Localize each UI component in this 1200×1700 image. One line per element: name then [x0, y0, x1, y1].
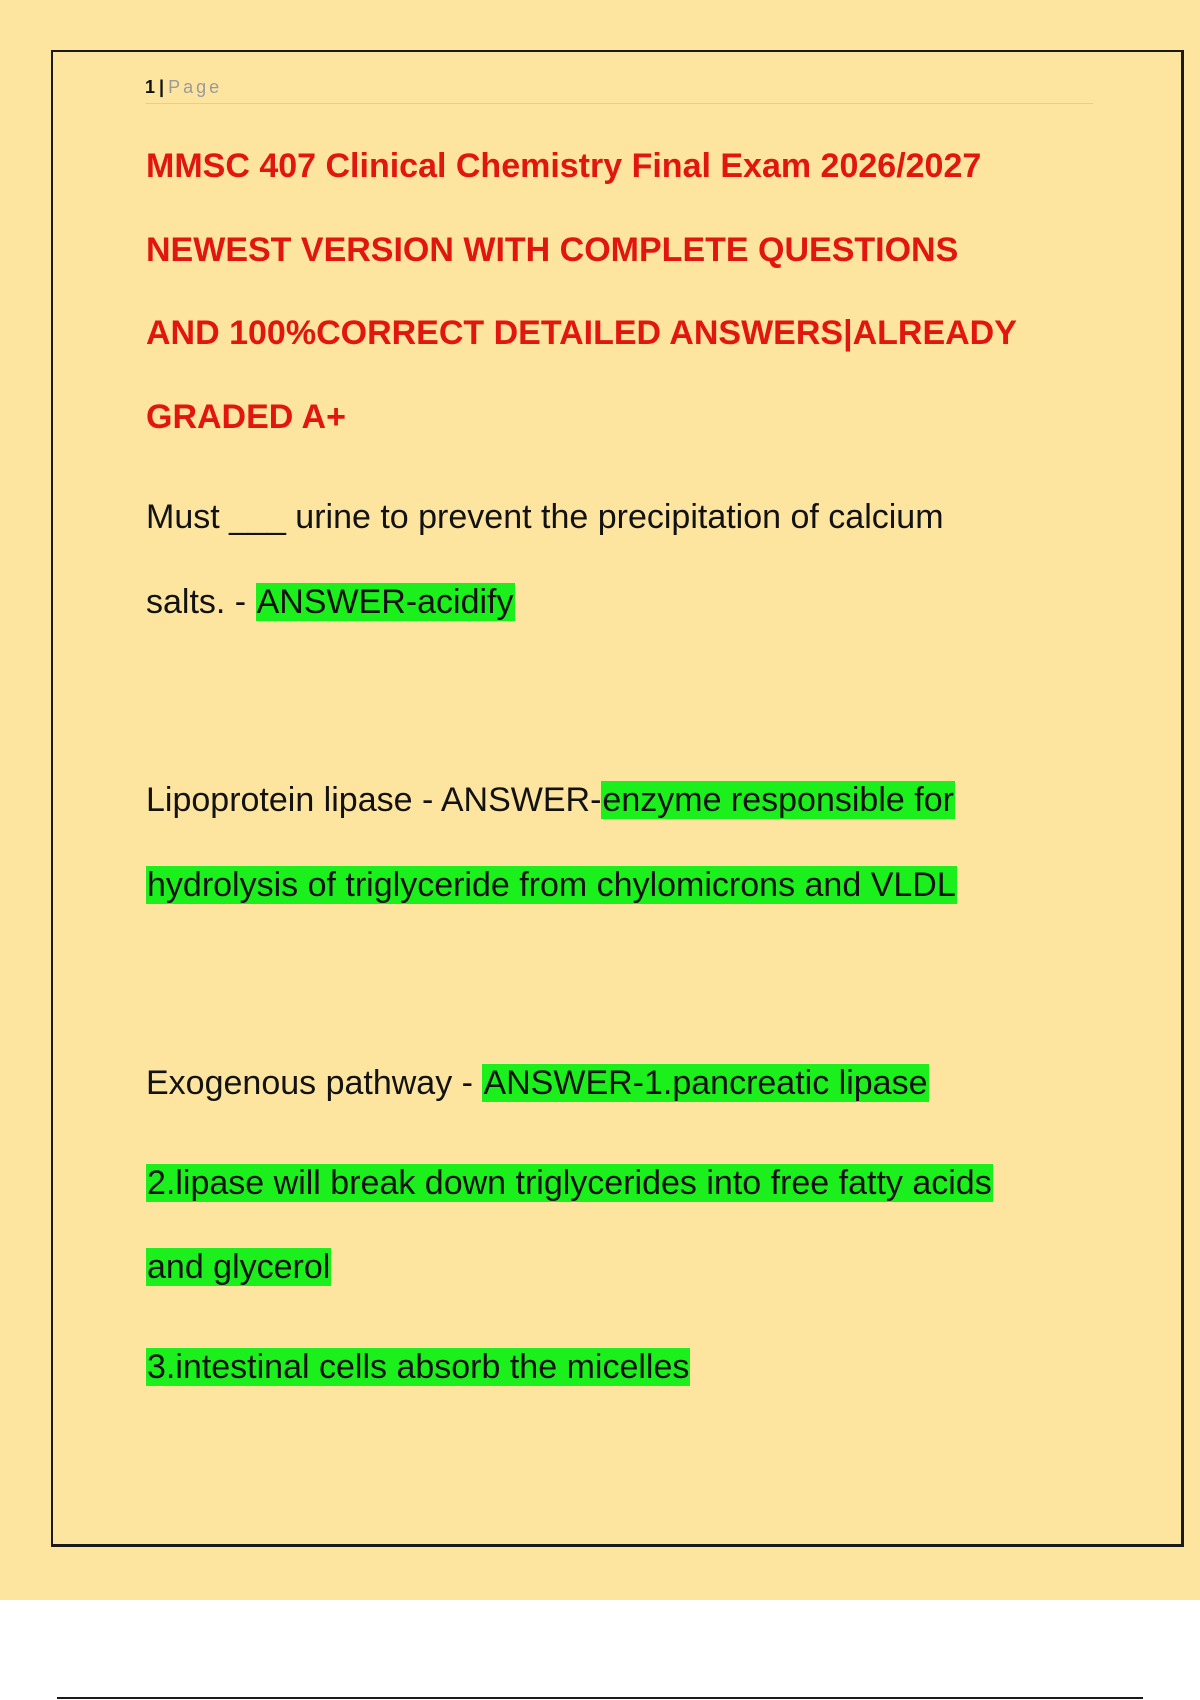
- question-3-line-4: [146, 1345, 690, 1389]
- answer-3-highlight-2: 2.lipase will break down triglycerides into free fatty acids: [147, 1164, 992, 1202]
- page-label: Page: [168, 77, 223, 97]
- bottom-divider: [57, 1697, 1143, 1699]
- question-1-prefix: salts. -: [146, 583, 256, 621]
- question-2-line-1: [146, 778, 955, 822]
- question-1-line-2: [146, 580, 515, 624]
- answer-3-highlight-1: ANSWER-1.pancreatic lipase: [483, 1064, 928, 1102]
- question-3-line-1: [146, 1061, 929, 1105]
- question-3-line-3: [146, 1245, 331, 1289]
- title-line-4: GRADED A+: [146, 398, 346, 436]
- answer-2-highlight-2: hydrolysis of triglyceride from chylomicrons and VLDL: [147, 866, 956, 904]
- question-2-prefix: Lipoprotein lipase - ANSWER-: [146, 781, 602, 819]
- page-number: 1: [145, 77, 156, 97]
- page-header: [145, 74, 1093, 104]
- question-1-line-1: Must ___ urine to prevent the precipitation of calcium: [146, 498, 944, 536]
- answer-2-highlight-1: enzyme responsible for: [602, 781, 954, 819]
- question-2-line-2: [146, 863, 957, 907]
- answer-1-highlight: ANSWER-acidify: [256, 583, 514, 621]
- question-3-prefix: Exogenous pathway -: [146, 1064, 483, 1102]
- question-3-line-2: [146, 1161, 993, 1205]
- answer-3-highlight-4: 3.intestinal cells absorb the micelles: [147, 1348, 690, 1386]
- page-separator: |: [159, 77, 165, 97]
- title-line-1: MMSC 407 Clinical Chemistry Final Exam 2026/2027: [146, 147, 982, 185]
- title-line-2: NEWEST VERSION WITH COMPLETE QUESTIONS: [146, 231, 959, 269]
- answer-3-highlight-3: and glycerol: [147, 1248, 331, 1286]
- title-line-3: AND 100%CORRECT DETAILED ANSWERS|ALREADY: [146, 314, 1017, 352]
